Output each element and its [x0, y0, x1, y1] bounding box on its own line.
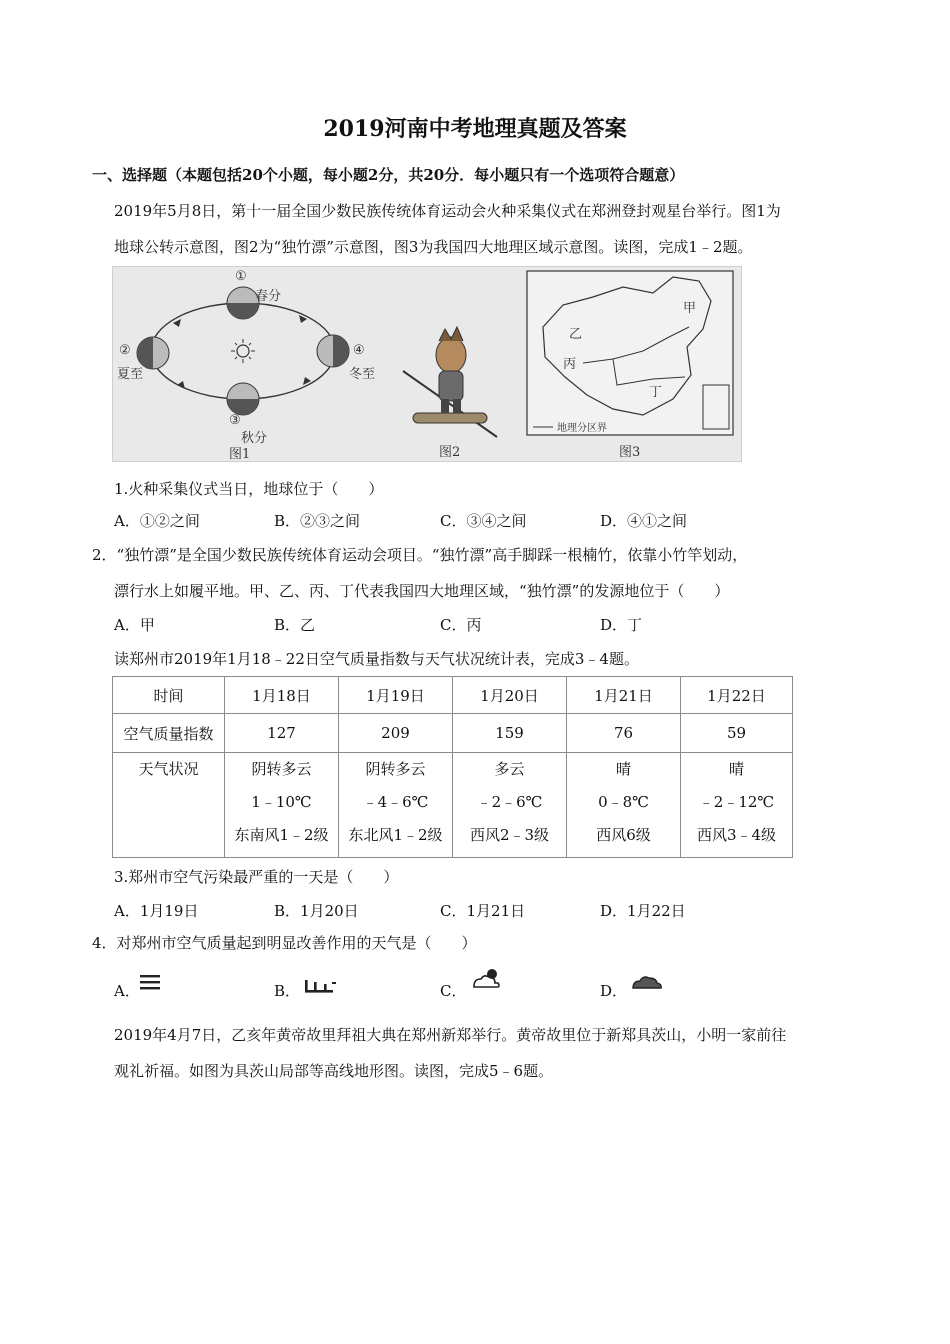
question-1-option-c: C．③④之间: [440, 512, 527, 530]
question-1-option-b: B．②③之间: [274, 512, 361, 530]
weather-temperature: 0﹣8℃: [598, 793, 649, 811]
weather-temperature: ﹣4﹣6℃: [362, 793, 429, 811]
figure-3-caption: 图3: [619, 445, 641, 460]
bamboo-rafting-drawing: [403, 327, 497, 437]
question-3-option-a: A．1月19日: [114, 902, 199, 920]
weather-temperature: ﹣2﹣6℃: [476, 793, 543, 811]
region-ding-label: 丁: [649, 385, 663, 400]
page-title: 2019河南中考地理真题及答案: [323, 116, 627, 142]
region-yi-label: 乙: [569, 327, 583, 342]
question-1-option-a: A．①②之间: [114, 512, 200, 530]
table-row: [113, 753, 793, 858]
spring-equinox-label: 春分: [255, 289, 282, 304]
weather-temperature: 1﹣10℃: [251, 793, 312, 811]
intro-paragraph-line: 观礼祈福。如图为具茨山局部等高线地形图。读图，完成5﹣6题。: [114, 1062, 554, 1080]
position-1-marker: ①: [235, 269, 247, 284]
question-3-option-d: D．1月22日: [600, 902, 686, 920]
weather-wind: 东北风1﹣2级: [348, 826, 443, 844]
table-header-cell: 时间: [113, 677, 225, 714]
figures-drawing: [113, 267, 741, 461]
table-header-cell: 1月19日: [339, 677, 453, 714]
region-bing-label: 丙: [563, 357, 577, 372]
weather-wind: 东南风1﹣2级: [234, 826, 329, 844]
table-row: [113, 714, 793, 753]
orbit-diagram: [137, 287, 349, 415]
weather-wind: 西风6级: [596, 826, 651, 844]
figure-strip: [112, 266, 742, 462]
map-legend-label: 地理分区界: [557, 423, 607, 434]
fog-icon: [138, 972, 164, 992]
table-cell: 127: [225, 714, 339, 753]
figure-2-caption: 图2: [439, 445, 461, 460]
china-regions-map: [527, 271, 733, 435]
table-header-cell: 1月18日: [225, 677, 339, 714]
position-2-marker: ②: [119, 343, 131, 358]
table-header-cell: 1月20日: [453, 677, 567, 714]
question-3-stem: 3.郑州市空气污染最严重的一天是（ ）: [114, 868, 399, 886]
table-intro: 读郑州市2019年1月18﹣22日空气质量指数与天气状况统计表，完成3﹣4题。: [114, 650, 639, 668]
question-1-option-d: D．④①之间: [600, 512, 688, 530]
cloudy-icon: [630, 970, 664, 992]
question-4-option-c: C．: [440, 982, 467, 1000]
table-cell: [453, 753, 567, 858]
weather-wind: 西风3﹣4级: [696, 826, 777, 844]
figure-1-caption: 图1: [229, 447, 251, 462]
table-row-label: 空气质量指数: [113, 714, 225, 753]
table-cell: 59: [681, 714, 793, 753]
question-4-option-b: B．: [274, 982, 301, 1000]
question-3-option-b: B．1月20日: [274, 902, 359, 920]
weather-condition: 晴: [728, 760, 744, 778]
region-jia-label: 甲: [683, 301, 697, 316]
position-4-marker: ④: [353, 343, 365, 358]
question-2-option-b: B．乙: [274, 616, 316, 634]
table-cell: 159: [453, 714, 567, 753]
air-quality-table: [112, 676, 793, 858]
question-3-option-c: C．1月21日: [440, 902, 526, 920]
sandstorm-icon: [302, 976, 338, 996]
winter-solstice-label: 冬至: [349, 367, 376, 382]
question-2-option-d: D．丁: [600, 616, 643, 634]
question-2-option-c: C．丙: [440, 616, 482, 634]
weather-condition: 多云: [494, 760, 525, 778]
table-cell: [567, 753, 681, 858]
table-header-cell: 1月22日: [681, 677, 793, 714]
weather-row-label: 天气状况: [138, 760, 199, 778]
weather-condition: 阴转多云: [365, 760, 426, 778]
section-heading: 一、选择题（本题包括20个小题，每小题2分，共20分．每小题只有一个选项符合题意）: [92, 166, 685, 184]
table-row-label: [113, 753, 225, 858]
question-4-option-a: A．: [114, 982, 140, 1000]
weather-condition: 阴转多云: [251, 760, 312, 778]
table-cell: [681, 753, 793, 858]
weather-temperature: ﹣2﹣12℃: [698, 793, 775, 811]
weather-condition: 晴: [615, 760, 631, 778]
question-1-stem: 1.火种采集仪式当日，地球位于（ ）: [114, 480, 384, 498]
table-header-row: [113, 677, 793, 714]
intro-paragraph-line: 2019年5月8日，第十一届全国少数民族传统体育运动会火种采集仪式在郑洲登封观星台举行。图1为: [114, 202, 781, 220]
question-4-option-d: D．: [600, 982, 628, 1000]
partly-cloudy-icon: [470, 966, 504, 992]
question-2-stem-line: 漂行水上如履平地。甲、乙、丙、丁代表我国四大地理区域，“独竹漂”的发源地位于（ ）: [114, 582, 730, 600]
weather-wind: 西风2﹣3级: [469, 826, 550, 844]
table-header-cell: 1月21日: [567, 677, 681, 714]
question-2-option-a: A．甲: [114, 616, 155, 634]
position-3-marker: ③: [229, 413, 241, 428]
autumn-equinox-label: 秋分: [241, 431, 268, 446]
table-cell: 209: [339, 714, 453, 753]
summer-solstice-label: 夏至: [117, 367, 144, 382]
question-2-stem-line: 2．“独竹漂”是全国少数民族传统体育运动会项目。“独竹漂”高手脚踩一根楠竹，依靠小竹竿划动，: [92, 546, 748, 564]
table-cell: 76: [567, 714, 681, 753]
table-cell: [339, 753, 453, 858]
table-cell: [225, 753, 339, 858]
question-4-stem: 4．对郑州市空气质量起到明显改善作用的天气是（ ）: [92, 934, 477, 952]
intro-paragraph-line: 2019年4月7日，乙亥年黄帝故里拜祖大典在郑州新郑举行。黄帝故里位于新郑具茨山，小明一家前往: [114, 1026, 787, 1044]
intro-paragraph-line: 地球公转示意图，图2为“独竹漂”示意图，图3为我国四大地理区域示意图。读图，完成1﹣2题。: [114, 238, 753, 256]
